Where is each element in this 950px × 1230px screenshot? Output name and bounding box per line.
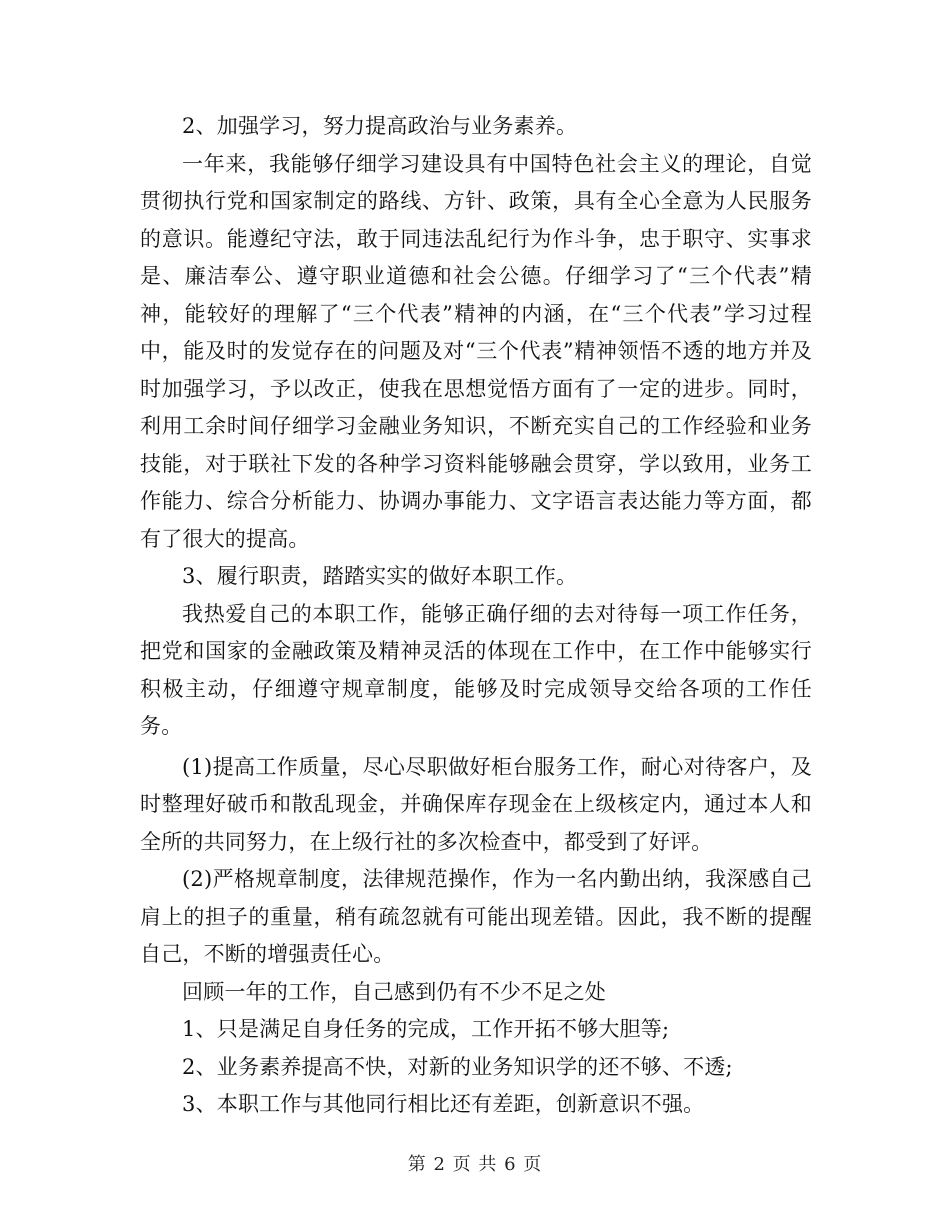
paragraph-review: 回顾一年的工作，自己感到仍有不少不足之处 (182, 979, 606, 1004)
document-body (140, 108, 812, 1124)
paragraph-duties-details: 我热爱自己的本职工作，能够正确仔细的去对待每一项工作任务，把党和国家的金融政策及精神灵活的体现在工作中，在工作中能够实行积极主动，仔细遵守规章制度，能够及时完成领导交给各项的工作任务。 (140, 601, 812, 738)
section-heading-duties: 3、履行职责，踏踏实实的做好本职工作。 (182, 564, 578, 588)
shortcoming-3: 3、本职工作与其他同行相比还有差距，创新意识不强。 (182, 1092, 705, 1116)
paragraph-study-details: 一年来，我能够仔细学习建设具有中国特色社会主义的理论，自觉贯彻执行党和国家制定的路线、方针、政策，具有全心全意为人民服务的意识。能遵纪守法，敢于同违法乱纪行为作斗争，忠于职守、实事求是、廉洁奉公、遵守职业道德和社会公德。仔细学习了“三个代表”精神，能较好的理解了“三个代表”精神的内涵，在“三个代表”学习过程中，能及时的发觉存在的问题及对“三个代表”精神领悟不透的地方并及时加强学习，予以改正，使我在思想觉悟方面有了一定的进步。同时，利用工余时间仔细学习金融业务知识，不断充实自己的工作经验和业务技能，对于联社下发的各种学习资料能够融会贯穿，学以致用，业务工作能力、综合分析能力、协调办事能力、文字语言表达能力等方面，都有了很大的提高。 (140, 151, 812, 551)
section-heading-study: 2、加强学习，努力提高政治与业务素养。 (182, 114, 578, 138)
shortcoming-2: 2、业务素养提高不快，对新的业务知识学的还不够、不透; (182, 1054, 733, 1079)
paragraph-item-1: (1)提高工作质量，尽心尽职做好柜台服务工作，耐心对待客户，及时整理好破币和散乱现金，并确保库存现金在上级核定内，通过本人和全所的共同努力，在上级行社的多次检查中，都受到了好评。 (140, 754, 812, 854)
shortcoming-1: 1、只是满足自身任务的完成，工作开拓不够大胆等; (182, 1017, 670, 1041)
paragraph-item-2: (2)严格规章制度，法律规范操作，作为一名内勤出纳，我深感自己肩上的担子的重量，稍有疏忽就有可能出现差错。因此，我不断的提醒自己，不断的增强责任心。 (140, 867, 812, 966)
page-number-footer: 第 2 页 共 6 页 (407, 1154, 543, 1175)
